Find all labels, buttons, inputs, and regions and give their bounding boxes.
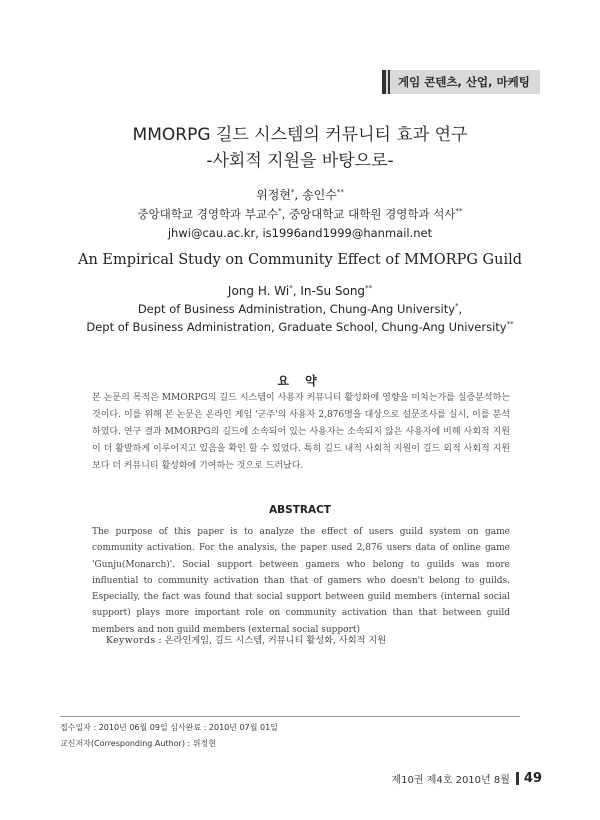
- title-ko-line1: MMORPG 길드 시스템의 커뮤니티 효과 연구: [132, 125, 468, 145]
- footnote-corresponding-author: 교신저자(Corresponding Author) : 위정현: [60, 739, 216, 748]
- footnote-received: 접수일자 : 2010년 06월 09일 심사완료 : 2010년 07월 01일: [60, 723, 278, 732]
- authors-en: [0, 284, 600, 298]
- author-ko-2: 송인수: [302, 188, 337, 202]
- title-ko-line2: -사회적 지원을 바탕으로-: [206, 151, 394, 171]
- tag-bar-thin: [388, 70, 390, 94]
- author-en-2-mark: **: [365, 284, 373, 292]
- keywords: [106, 632, 516, 646]
- affiliation-en-line2-text: Dept of Business Administration, Graduate School, Chung-Ang University: [86, 320, 507, 334]
- affiliation-en-line1: [0, 302, 600, 316]
- keywords-text: 온라인게임, 길드 시스템, 커뮤니티 활성화, 사회적 지원: [164, 635, 387, 646]
- author-en-1-mark: *: [289, 284, 293, 292]
- footnote-divider: [60, 716, 520, 717]
- abstract-ko-body: 본 논문의 목적은 MMORPG의 길드 시스템이 사용자 커뮤니티 활성화에 영향을 미치는가를 실증분석하는 것이다. 이를 위해 본 논문은 온라인 게임 '군주'의 사용자 2,876명을 대상으로 설문조사를 실시, 이를 분석하였다. 연구 결과 MMORPG의 길드에 소속되어 있는 사용자는 소속되지 않은 사용자에 비해 사회적 지원이 더 활발하게 이루어지고 있음을 확인 할 수 있었다. 특히 길드 내적 사회적 지원이 길드 외적 사회적 지원보다 더 커뮤니티 활성화에 기여하는 것으로 드러났다.: [92, 393, 510, 471]
- affiliation-ko-mark1: *: [278, 207, 282, 216]
- affiliation-en-line2: [0, 320, 600, 334]
- author-ko-1-mark: *: [290, 188, 295, 196]
- page-footer: [392, 771, 543, 786]
- author-ko-2-mark: **: [336, 188, 344, 196]
- keywords-label: Keywords: [106, 635, 156, 646]
- page-number: 49: [523, 771, 542, 786]
- author-emails: jhwi@cau.ac.kr, is1996and1999@hanmail.net: [167, 226, 433, 240]
- author-ko-1: 위정현: [256, 188, 291, 202]
- affiliation-ko-part1: 중앙대학교 경영학과 부교수: [137, 207, 279, 221]
- title-en: An Empirical Study on Community Effect of MMORPG Guild: [77, 252, 523, 268]
- tag-bar: [382, 70, 386, 94]
- affiliation-ko-mark2: **: [455, 207, 463, 216]
- abstract-ko-heading: 요 약: [277, 374, 323, 388]
- affiliation-ko-part2: , 중앙대학교 대학원 경영학과 석사: [281, 207, 456, 221]
- affiliation-en-mark1: *: [455, 302, 459, 311]
- keywords-sep: :: [155, 635, 165, 646]
- section-tag: [382, 70, 540, 94]
- affiliation-en-mark2: **: [506, 320, 514, 329]
- section-tag-label: 게임 콘텐츠, 산업, 마케팅: [398, 75, 530, 89]
- footer-separator: [516, 772, 519, 785]
- abstract-en-heading: ABSTRACT: [269, 504, 331, 516]
- footer-issue: 제10권 제4호 2010년 8월: [391, 775, 510, 786]
- affiliation-ko: [0, 206, 600, 222]
- authors-ko: [0, 186, 600, 203]
- author-en-1: Jong H. Wi: [227, 284, 290, 298]
- affiliation-en-line1-end: ,: [458, 302, 463, 316]
- author-en-2: In-Su Song: [300, 284, 366, 298]
- abstract-en-body: The purpose of this paper is to analyze the effect of users guild system on game community activation. For the analysis, the paper used 2,876 users data of online game 'Gunju(Monarch)'. Social support between gamers who belong to guilds was more influential to community activation than that of gamers who doesn't belong to guilds. Especially, the fact was found that social support between guild members (internal social support) plays more important role on community activation than that between guild members and non guild members (external social support): [92, 527, 510, 635]
- author-en-sep: ,: [292, 284, 301, 298]
- affiliation-en-line1-text: Dept of Business Administration, Chung-Ang University: [137, 302, 456, 316]
- author-ko-sep: ,: [294, 188, 303, 202]
